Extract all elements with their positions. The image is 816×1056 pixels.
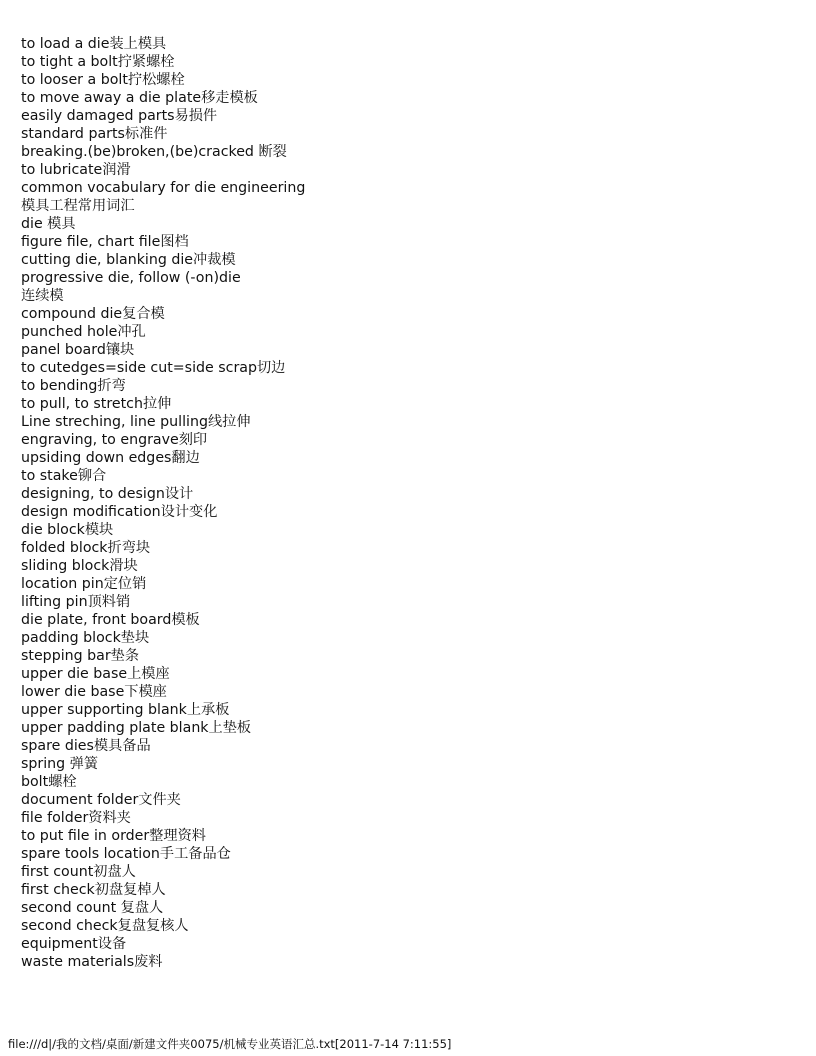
text-line: spare dies模具备品 xyxy=(21,738,151,754)
text-line: to pull, to stretch拉伸 xyxy=(21,396,172,412)
text-line: to move away a die plate移走模板 xyxy=(21,90,258,106)
text-line: Line streching, line pulling线拉伸 xyxy=(21,414,251,430)
text-line: figure file, chart file图档 xyxy=(21,234,189,250)
text-line: 模具工程常用词汇 xyxy=(21,198,135,214)
text-line: location pin定位销 xyxy=(21,576,147,592)
text-line: die plate, front board模板 xyxy=(21,612,200,628)
text-line: lifting pin顶料销 xyxy=(21,594,131,610)
text-line: to tight a bolt拧紧螺栓 xyxy=(21,54,175,70)
text-line: upper padding plate blank上垫板 xyxy=(21,720,252,736)
text-line: die 模具 xyxy=(21,216,76,232)
text-line: equipment设备 xyxy=(21,936,127,952)
text-line: upper die base上模座 xyxy=(21,666,170,682)
text-line: document folder文件夹 xyxy=(21,792,181,808)
text-line: compound die复合模 xyxy=(21,306,165,322)
text-line: folded block折弯块 xyxy=(21,540,151,556)
text-line: sliding block滑块 xyxy=(21,558,138,574)
text-line: bolt螺栓 xyxy=(21,774,77,790)
text-line: common vocabulary for die engineering xyxy=(21,180,306,196)
text-line: second check复盘复核人 xyxy=(21,918,189,934)
text-line: to looser a bolt拧松螺栓 xyxy=(21,72,185,88)
text-line: to lubricate润滑 xyxy=(21,162,131,178)
document-body xyxy=(21,35,781,971)
text-line: stepping bar垫条 xyxy=(21,648,140,664)
text-line: designing, to design设计 xyxy=(21,486,194,502)
text-line: to load a die装上模具 xyxy=(21,36,167,52)
text-line: to stake铆合 xyxy=(21,468,107,484)
text-line: to bending折弯 xyxy=(21,378,126,394)
text-line: standard parts标准件 xyxy=(21,126,168,142)
text-line: punched hole冲孔 xyxy=(21,324,146,340)
text-line: first count初盘人 xyxy=(21,864,136,880)
text-line: progressive die, follow (-on)die xyxy=(21,270,241,286)
text-line: second count 复盘人 xyxy=(21,900,164,916)
text-line: engraving, to engrave刻印 xyxy=(21,432,208,448)
text-line: padding block垫块 xyxy=(21,630,150,646)
text-line: die block模块 xyxy=(21,522,114,538)
text-line: file folder资料夹 xyxy=(21,810,131,826)
text-line: easily damaged parts易损件 xyxy=(21,108,218,124)
text-line: lower die base下模座 xyxy=(21,684,167,700)
text-line: upsiding down edges翻边 xyxy=(21,450,200,466)
text-line: to cutedges=side cut=side scrap切边 xyxy=(21,360,286,376)
text-line: panel board镶块 xyxy=(21,342,135,358)
text-line: 连续模 xyxy=(21,288,64,304)
text-line: design modification设计变化 xyxy=(21,504,218,520)
text-line: upper supporting blank上承板 xyxy=(21,702,230,718)
text-line: first check初盘复棹人 xyxy=(21,882,166,898)
text-line: spring 弹簧 xyxy=(21,756,99,772)
text-line: cutting die, blanking die冲裁模 xyxy=(21,252,236,268)
page-footer-path: file:///d|/我的文档/桌面/新建文件夹0075/机械专业英语汇总.txt[2011-7-14 7:11:55] xyxy=(8,1037,452,1051)
text-line: spare tools location手工备品仓 xyxy=(21,846,231,862)
text-line: breaking.(be)broken,(be)cracked 断裂 xyxy=(21,144,287,160)
text-line: waste materials废料 xyxy=(21,954,163,970)
text-line: to put file in order整理资料 xyxy=(21,828,206,844)
